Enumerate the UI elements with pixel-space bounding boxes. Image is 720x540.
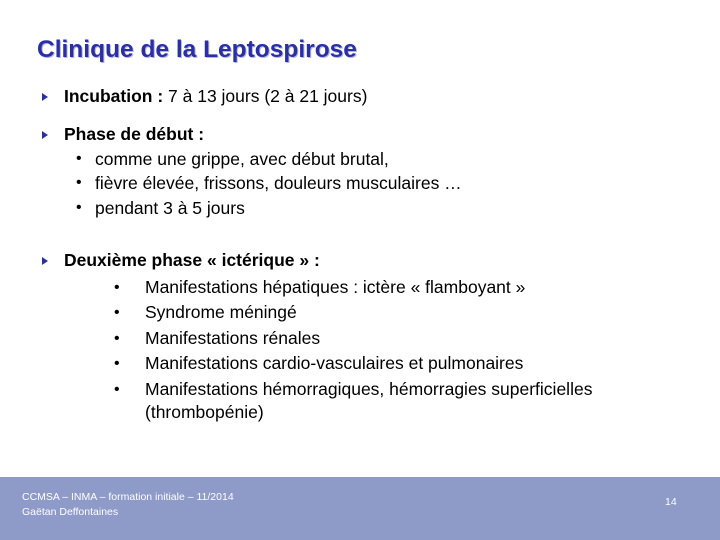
phase1-heading bbox=[64, 124, 204, 145]
bullet-icon: • bbox=[76, 199, 82, 216]
bullet-icon: • bbox=[76, 150, 82, 167]
arrow-bullet-icon bbox=[42, 93, 48, 101]
footer-author: Gaëtan Deffontaines bbox=[22, 506, 119, 518]
arrow-bullet-icon bbox=[42, 131, 48, 139]
incubation-label: Incubation : bbox=[64, 86, 164, 106]
incubation-line bbox=[64, 86, 367, 107]
phase2-label: Deuxième phase « ictérique » : bbox=[64, 250, 320, 270]
page-number: 14 bbox=[665, 496, 677, 508]
slide-title: Clinique de la Leptospirose bbox=[37, 36, 357, 63]
bullet-icon: • bbox=[114, 279, 120, 296]
phase2-item: Manifestations hépatiques : ictère « flamboyant » bbox=[145, 277, 526, 297]
phase2-item: Manifestations cardio-vasculaires et pulmonaires bbox=[145, 353, 524, 373]
footer-course: CCMSA – INMA – formation initiale – 11/2014 bbox=[22, 491, 234, 503]
arrow-bullet-icon bbox=[42, 257, 48, 265]
phase2-item: Manifestations rénales bbox=[145, 328, 321, 348]
phase1-item: comme une grippe, avec début brutal, bbox=[95, 149, 389, 169]
phase2-item-continuation: (thrombopénie) bbox=[145, 402, 264, 422]
phase2-heading bbox=[64, 250, 320, 271]
phase2-item: Syndrome méningé bbox=[145, 302, 297, 322]
phase1-label: Phase de début : bbox=[64, 124, 205, 144]
incubation-value: 7 à 13 jours (2 à 21 jours) bbox=[163, 86, 368, 106]
bullet-icon: • bbox=[114, 304, 120, 321]
bullet-icon: • bbox=[76, 174, 82, 191]
bullet-icon: • bbox=[114, 381, 120, 398]
phase2-item: Manifestations hémorragiques, hémorragies superficielles bbox=[145, 379, 593, 399]
phase1-item: pendant 3 à 5 jours bbox=[95, 198, 245, 218]
bullet-icon: • bbox=[114, 330, 120, 347]
phase1-item: fièvre élevée, frissons, douleurs musculaires … bbox=[95, 173, 462, 193]
bullet-icon: • bbox=[114, 355, 120, 372]
